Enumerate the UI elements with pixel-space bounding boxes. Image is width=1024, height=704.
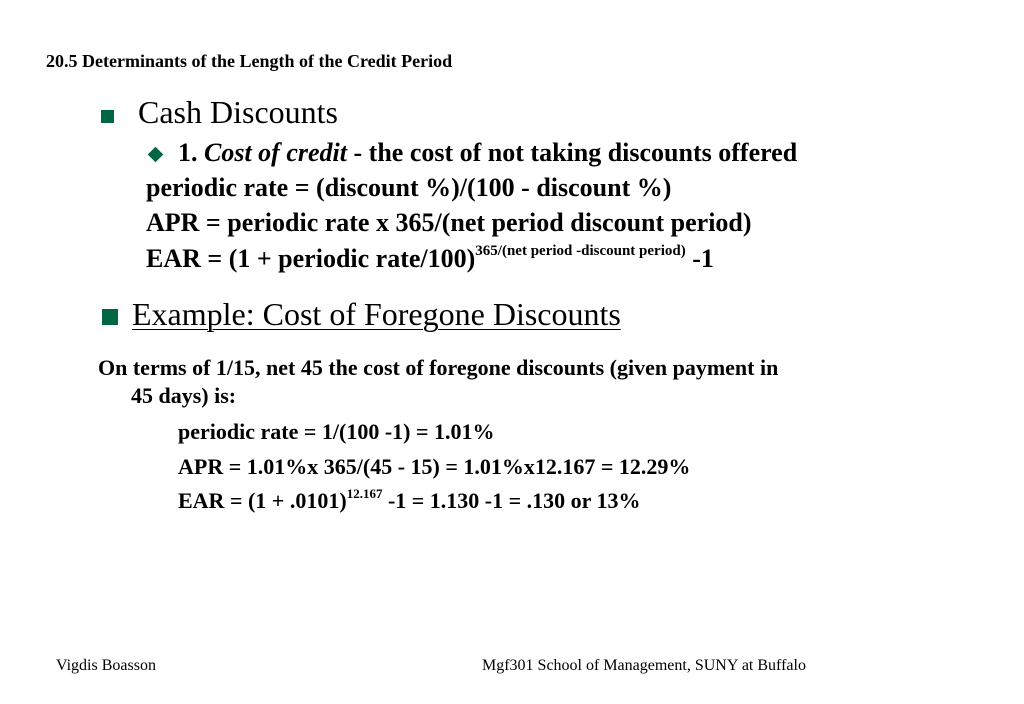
formula-ear-base: EAR = (1 + periodic rate/100) xyxy=(146,244,476,273)
formula-apr: APR = periodic rate x 365/(net period discount period) xyxy=(146,208,752,237)
cost-of-credit-line xyxy=(178,138,797,168)
footer-course: Mgf301 School of Management, SUNY at Buffalo xyxy=(482,657,806,674)
calc-ear-tail: -1 = 1.130 -1 = .130 or 13% xyxy=(382,488,641,513)
formula-ear-exponent: 365/(net period -discount period) xyxy=(475,243,686,259)
subpoint-definition: - the cost of not taking discounts offered xyxy=(347,138,798,167)
footer-author: Vigdis Boasson xyxy=(56,657,156,674)
section-heading: 20.5 Determinants of the Length of the Credit Period xyxy=(46,51,453,71)
calc-ear-base: EAR = (1 + .0101) xyxy=(178,488,347,513)
example-title: Example: Cost of Foregone Discounts xyxy=(132,296,621,332)
subpoint-number: 1. xyxy=(178,138,198,167)
cash-discounts-title: Cash Discounts xyxy=(138,94,338,130)
formula-periodic-rate: periodic rate = (discount %)/(100 - discount %) xyxy=(146,173,672,202)
diamond-bullet-icon xyxy=(148,147,164,163)
square-bullet-icon xyxy=(101,110,114,123)
example-intro-line2: 45 days) is: xyxy=(131,383,237,408)
calc-periodic-rate: periodic rate = 1/(100 -1) = 1.01% xyxy=(178,419,495,444)
formula-ear-tail: -1 xyxy=(685,244,714,273)
subpoint-term: Cost of credit xyxy=(204,138,347,167)
formula-ear xyxy=(146,244,714,274)
calc-ear-exponent: 12.167 xyxy=(346,486,383,501)
square-bullet-icon xyxy=(102,309,118,325)
example-intro-line1: On terms of 1/15, net 45 the cost of foregone discounts (given payment in xyxy=(98,355,779,380)
calc-apr: APR = 1.01%x 365/(45 - 15) = 1.01%x12.167 = 12.29% xyxy=(178,454,691,479)
calc-ear xyxy=(178,488,641,514)
